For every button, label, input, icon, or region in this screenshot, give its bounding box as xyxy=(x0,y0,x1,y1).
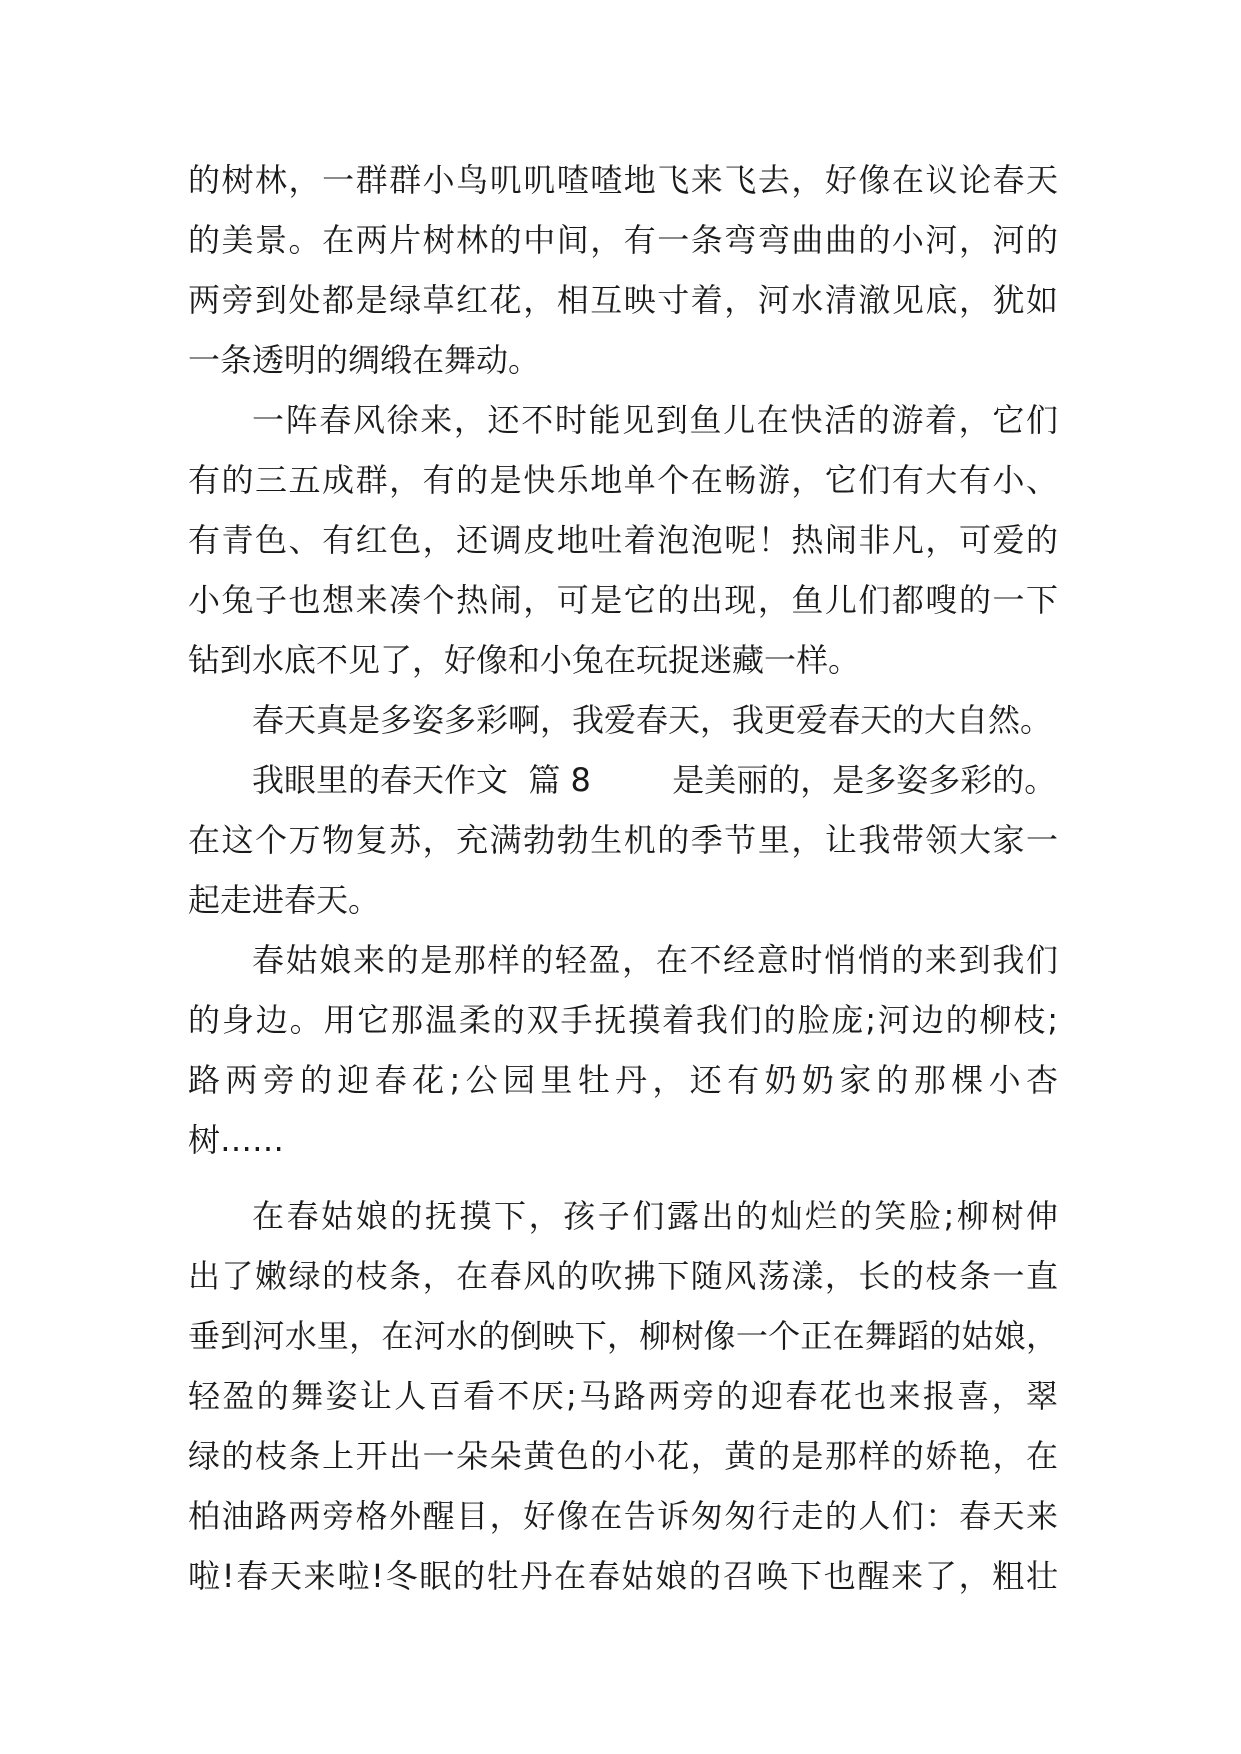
text-line: 的身边。用它那温柔的双手抚摸着我们的脸庞;河边的柳枝; xyxy=(188,1001,1058,1039)
text-line: 起走进春天。 xyxy=(188,881,381,919)
text-line: 一条透明的绸缎在舞动。 xyxy=(188,341,541,379)
text-line: 有青色、有红色，还调皮地吐着泡泡呢！热闹非凡，可爱的 xyxy=(188,521,1058,559)
paragraph-first-line: 一阵春风徐来，还不时能见到鱼儿在快活的游着，它们 xyxy=(252,401,1058,439)
text-line: 柏油路两旁格外醒目，好像在告诉匆匆行走的人们：春天来 xyxy=(188,1497,1058,1535)
text-line: 绿的枝条上开出一朵朵黄色的小花，黄的是那样的娇艳，在 xyxy=(188,1437,1058,1475)
text-line: 的美景。在两片树林的中间，有一条弯弯曲曲的小河，河的 xyxy=(188,221,1058,259)
text-line: 垂到河水里，在河水的倒映下，柳树像一个正在舞蹈的姑娘， xyxy=(188,1317,1058,1355)
text-line: 的树林，一群群小鸟叽叽喳喳地飞来飞去，好像在议论春天 xyxy=(188,161,1058,199)
text-line: 出了嫩绿的枝条，在春风的吹拂下随风荡漾，长的枝条一直 xyxy=(188,1257,1058,1295)
paragraph-gap xyxy=(188,1170,1058,1186)
text-line: 小兔子也想来凑个热闹，可是它的出现，鱼儿们都嗖的一下 xyxy=(188,581,1058,619)
paragraph-first-line: 在春姑娘的抚摸下，孩子们露出的灿烂的笑脸;柳树伸 xyxy=(252,1197,1058,1235)
article-body xyxy=(188,150,1058,1606)
paragraph-first-line: 春天真是多姿多彩啊，我爱春天，我更爱春天的大自然。 xyxy=(252,701,1053,739)
text-line: 有的三五成群，有的是快乐地单个在畅游，它们有大有小、 xyxy=(188,461,1058,499)
text-line: 钻到水底不见了，好像和小兔在玩捉迷藏一样。 xyxy=(188,641,861,679)
text-line: 轻盈的舞姿让人百看不厌;马路两旁的迎春花也来报喜，翠 xyxy=(188,1377,1058,1415)
text-line: 在这个万物复苏，充满勃勃生机的季节里，让我带领大家一 xyxy=(188,821,1058,859)
text-line: 两旁到处都是绿草红花，相互映寸着，河水清澈见底，犹如 xyxy=(188,281,1058,319)
text-line: 啦!春天来啦!冬眠的牡丹在春姑娘的召唤下也醒来了，粗壮 xyxy=(188,1557,1058,1595)
paragraph-first-line: 春姑娘来的是那样的轻盈，在不经意时悄悄的来到我们 xyxy=(252,941,1058,979)
text-line: 树…… xyxy=(188,1121,285,1159)
section-heading-line: 我眼里的春天作文 篇 8 是美丽的，是多姿多彩的。 xyxy=(252,761,1057,799)
text-line: 路两旁的迎春花;公园里牡丹，还有奶奶家的那棵小杏 xyxy=(188,1061,1058,1099)
